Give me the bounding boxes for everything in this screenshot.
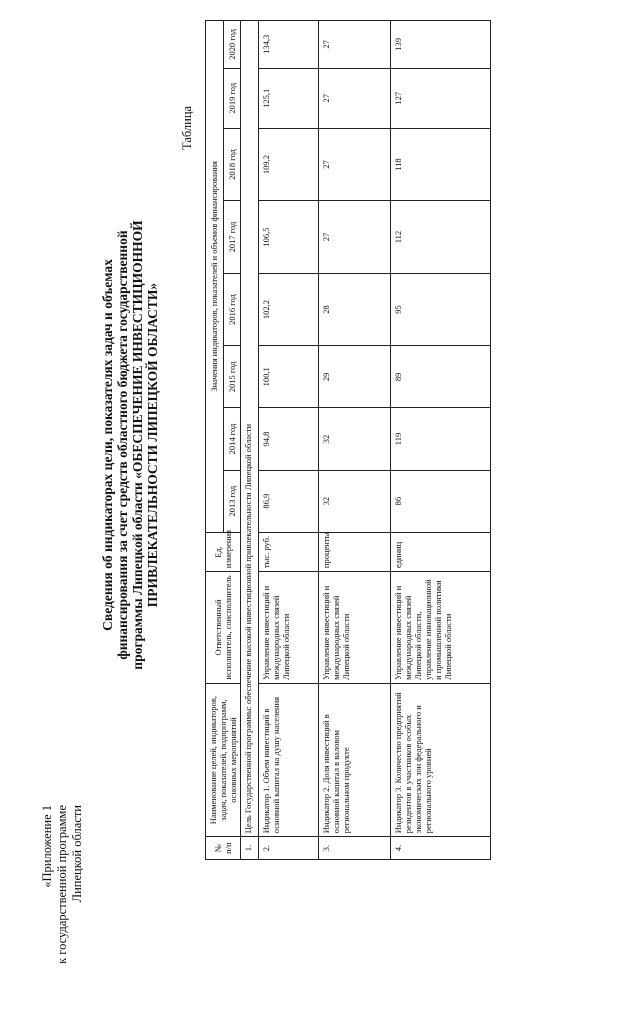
header-year: 2018 год	[223, 128, 241, 201]
row-name: Индикатор 1. Объем инвестиций в основной капитал на душу населения	[259, 683, 319, 836]
row-value: 100,1	[259, 346, 319, 408]
table-row	[259, 21, 319, 860]
document-title	[100, 210, 160, 680]
row-value: 27	[319, 201, 391, 274]
header-year: 2017 год	[223, 201, 241, 274]
appendix-line-1: «Приложение 1	[40, 805, 54, 888]
row-value: 134,3	[259, 21, 319, 69]
header-values: Значения индикаторов, показателей и объемов финансирования	[206, 21, 224, 533]
row-value: 27	[319, 128, 391, 201]
row-value: 112	[391, 201, 491, 274]
row-unit: проценты	[319, 532, 391, 571]
row-value: 125,1	[259, 68, 319, 128]
row-unit: единиц	[391, 532, 491, 571]
row-value: 139	[391, 21, 491, 69]
row-value: 86	[391, 470, 491, 532]
row-value: 109,2	[259, 128, 319, 201]
row-value: 86,9	[259, 470, 319, 532]
header-year: 2019 год	[223, 68, 241, 128]
goal-row	[241, 21, 259, 860]
row-value: 27	[319, 21, 391, 69]
indicators-table	[205, 20, 491, 860]
title-line-3: программы Липецкой области «ОБЕСПЕЧЕНИЕ ИНВЕСТИЦИОННОЙ	[130, 220, 145, 670]
header-year: 2014 год	[223, 408, 241, 470]
row-value: 118	[391, 128, 491, 201]
row-unit: тыс. руб.	[259, 532, 319, 571]
row-executor: Управление инвестиций и международных связей Липецкой области	[319, 572, 391, 684]
header-name: Наименование целей, индикаторов, задач, показателей, подпрограмм, основных мероприятий	[206, 683, 241, 836]
row-name: Индикатор 2. Доля инвестиций в основной капитал в валовом региональном продукте	[319, 683, 391, 836]
row-value: 102,2	[259, 273, 319, 346]
row-executor: Управление инвестиций и международных связей Липецкой области, управление инновационной и промышленной политики Липецкой области	[391, 572, 491, 684]
goal-text: Цель Государственной программы: обеспечение высокой инвестиционной привлекательности Липецкой области	[241, 21, 259, 837]
row-name: Индикатор 3. Количество предприятий резидентов в участников особых экономических зон федерального и регионального уровней	[391, 683, 491, 836]
goal-num: 1.	[241, 837, 259, 860]
row-value: 32	[319, 408, 391, 470]
row-executor: Управление инвестиций и международных связей Липецкой области	[259, 572, 319, 684]
header-year: 2016 год	[223, 273, 241, 346]
table-row	[319, 21, 391, 860]
row-value: 106,5	[259, 201, 319, 274]
table-row	[391, 21, 491, 860]
header-year: 2013 год	[223, 470, 241, 532]
title-line-4: ПРИВЛЕКАТЕЛЬНОСТИ ЛИПЕЦКОЙ ОБЛАСТИ»	[145, 282, 160, 608]
appendix-line-2: к государственной программе	[55, 805, 69, 964]
row-value: 32	[319, 470, 391, 532]
row-value: 89	[391, 346, 491, 408]
row-value: 94,8	[259, 408, 319, 470]
header-unit: Ед. измерения	[206, 532, 241, 571]
header-executor: Ответственный исполнитель, соисполнитель	[206, 572, 241, 684]
row-value: 119	[391, 408, 491, 470]
row-value: 27	[319, 68, 391, 128]
appendix-note	[40, 805, 85, 1025]
table-header-row	[206, 21, 224, 860]
header-year: 2015 год	[223, 346, 241, 408]
header-num: № п/п	[206, 837, 241, 860]
row-value: 127	[391, 68, 491, 128]
row-num: 2.	[259, 837, 319, 860]
row-num: 4.	[391, 837, 491, 860]
title-line-2: финансирования за счет средств областного бюджета государственной	[115, 230, 130, 660]
row-value: 95	[391, 273, 491, 346]
appendix-line-3: Липецкой области	[70, 805, 84, 903]
row-num: 3.	[319, 837, 391, 860]
row-value: 28	[319, 273, 391, 346]
header-year: 2020 год	[223, 21, 241, 69]
title-line-1: Сведения об индикаторах цели, показателях задач и объемах	[100, 259, 115, 631]
row-value: 29	[319, 346, 391, 408]
table-label: Таблица	[180, 105, 194, 150]
